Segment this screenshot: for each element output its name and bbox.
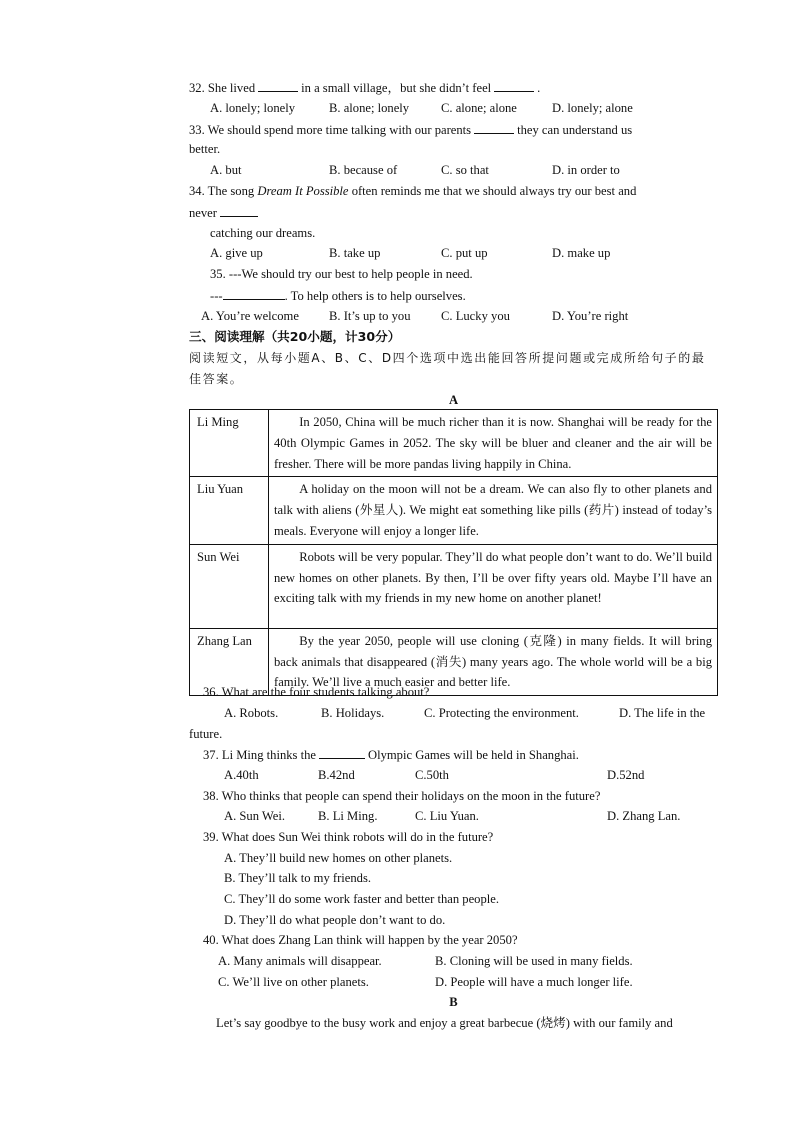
q38-option-d: D. Zhang Lan.: [607, 809, 681, 823]
section-instructions: 阅读短文，从每小题A、B、C、D四个选项中选出能回答所提问题或完成所给句子的最: [189, 351, 706, 365]
q32-stem: 32. She lived in a small village，but she didn’t feel .: [189, 81, 541, 95]
q36-option-d: D. The life in the: [619, 706, 706, 720]
q37-stem: 37. Li Ming thinks the Olympic Games will be held in Shanghai.: [203, 748, 579, 762]
q35-option-c: C. Lucky you: [441, 309, 510, 323]
passage-b-label: B: [449, 995, 458, 1009]
q37-option-d: D.52nd: [607, 768, 645, 782]
q38-option-c: C. Liu Yuan.: [415, 809, 479, 823]
q36-option-d-continued: future.: [189, 727, 223, 741]
q40-stem: 40. What does Zhang Lan think will happen by the year 2050?: [203, 933, 518, 947]
q40-option-c: C. We’ll live on other planets.: [218, 975, 369, 989]
q32-option-d: D. lonely; alone: [552, 101, 633, 115]
q37-option-c: C.50th: [415, 768, 449, 782]
q33-stem-continued: better.: [189, 142, 221, 156]
q33-option-a: A. but: [210, 163, 242, 177]
q34-stem-line2: never: [189, 204, 261, 221]
q33-stem: 33. We should spend more time talking with our parents they can understand us: [189, 123, 633, 137]
section-title: 三、阅读理解（共20小题，计30分）: [189, 329, 401, 344]
speaker-text: A holiday on the moon will not be a dream. We can also fly to other planets and talk with aliens (外星人). We might eat something like pills (药片) instead of today’s meals. Everyone will enjoy a longer life.: [269, 477, 718, 544]
q36-option-a: A. Robots.: [224, 706, 279, 720]
passage-b-text: Let’s say goodbye to the busy work and enjoy a great barbecue (烧烤) with our family and: [216, 1016, 673, 1030]
q40-option-a: A. Many animals will disappear.: [218, 954, 382, 968]
answer-blank: [258, 79, 298, 92]
q39-stem: 39. What does Sun Wei think robots will do in the future?: [203, 830, 494, 844]
q35-option-a: A. You’re welcome: [201, 309, 299, 323]
q36-option-c: C. Protecting the environment.: [424, 706, 579, 720]
speaker-text: In 2050, China will be much richer than it is now. Shanghai will be ready for the 40th Olympic Games in 2052. The sky will be bluer and cleaner and the air will be fresher. There will be more pandas living happily in China.: [269, 410, 718, 477]
q37-option-a: A.40th: [224, 768, 259, 782]
q36-option-b: B. Holidays.: [321, 706, 385, 720]
speaker-text: By the year 2050, people will use cloning (克隆) in many fields. It will bring back animals that disappeared (消失) many years ago. The whole world will be a big family. We’ll live a much easier and better life.: [269, 628, 718, 695]
q40-option-b: B. Cloning will be used in many fields.: [435, 954, 633, 968]
q34-option-c: C. put up: [441, 246, 488, 260]
speaker-name: Sun Wei: [190, 544, 269, 628]
speaker-name: Liu Yuan: [190, 477, 269, 544]
table-row: [190, 544, 718, 628]
answer-blank: [220, 204, 258, 217]
q33-option-d: D. in order to: [552, 163, 620, 177]
q37-option-b: B.42nd: [318, 768, 355, 782]
q34-option-d: D. make up: [552, 246, 611, 260]
q34-stem-continued: catching our dreams.: [210, 226, 316, 240]
q35-reply: --- . To help others is to help ourselves.: [210, 289, 466, 303]
q36-stem: 36. What are the four students talking about?: [203, 685, 430, 699]
q38-stem: 38. Who thinks that people can spend their holidays on the moon in the future?: [203, 789, 601, 803]
speaker-name: Li Ming: [190, 410, 269, 477]
q34-stem: 34. The song Dream It Possible often reminds me that we should always try our best and: [189, 184, 637, 198]
q35-stem: 35. ---We should try our best to help people in need.: [210, 267, 473, 281]
q40-option-d: D. People will have a much longer life.: [435, 975, 633, 989]
q39-option-c: C. They’ll do some work faster and better than people.: [224, 892, 500, 906]
passage-a-table: [189, 409, 718, 696]
answer-blank: [319, 746, 365, 759]
answer-blank: [494, 79, 534, 92]
speaker-name: Zhang Lan: [190, 628, 269, 695]
answer-blank: [474, 121, 514, 134]
answer-blank: [223, 287, 285, 300]
speaker-text: Robots will be very popular. They’ll do what people don’t want to do. We’ll build new homes on other planets. By then, I’ll be over fifty years old. Maybe I’ll have an exciting talk with my friends in my new home on another planet!: [269, 544, 718, 628]
passage-a-label: A: [448, 393, 459, 407]
q35-option-d: D. You’re right: [552, 309, 629, 323]
section-instructions-continued: 佳答案。: [189, 372, 244, 386]
q33-option-c: C. so that: [441, 163, 489, 177]
q39-option-b: B. They’ll talk to my friends.: [224, 871, 372, 885]
song-title: Dream It Possible: [257, 184, 349, 198]
q32-option-a: A. lonely; lonely: [210, 101, 295, 115]
q34-option-b: B. take up: [329, 246, 381, 260]
q39-option-d: D. They’ll do what people don’t want to do.: [224, 913, 446, 927]
q32-option-c: C. alone; alone: [441, 101, 517, 115]
q35-option-b: B. It’s up to you: [329, 309, 411, 323]
q39-option-a: A. They’ll build new homes on other planets.: [224, 851, 453, 865]
q38-option-a: A. Sun Wei.: [224, 809, 286, 823]
table-row: [190, 477, 718, 544]
q34-option-a: A. give up: [210, 246, 263, 260]
q38-option-b: B. Li Ming.: [318, 809, 378, 823]
q33-option-b: B. because of: [329, 163, 398, 177]
table-row: [190, 410, 718, 477]
q32-option-b: B. alone; lonely: [329, 101, 410, 115]
